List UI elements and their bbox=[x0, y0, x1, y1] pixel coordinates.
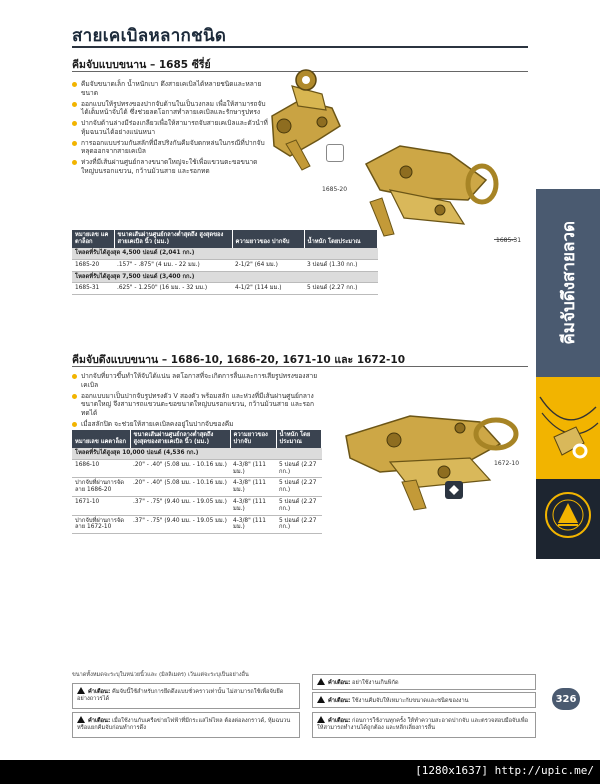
bullet-dot-icon bbox=[72, 160, 77, 165]
section-marker bbox=[326, 144, 344, 162]
table-row: 1685-20 .157" - .875" (4 มม. - 22 มม.) 2-1/2" (64 มม.) 3 ปอนด์ (1.30 กก.) bbox=[72, 259, 378, 271]
page-title: สายเคเบิลหลากชนิด bbox=[72, 26, 227, 46]
table-header: ขนาดเส้นผ่านศูนย์กลางต่ำสุดถึง สูงสุดของสายเคเบิล นิ้ว (มม.) bbox=[130, 430, 230, 448]
bullet-item: ปากจับที่ยาวขึ้นทำให้จับได้แน่น ลดโอกาสที่จะเกิดการลื่นและการเสียรูปทรงของสายเคเบิล bbox=[72, 372, 322, 389]
bullet-item: คีมจับขนาดเล็ก น้ำหนักเบา ดึงสายเคเบิลได้หลายชนิดและหลายขนาด bbox=[72, 80, 268, 97]
table-header: น้ำหนัก โดยประมาณ bbox=[276, 430, 322, 448]
bullet-item: ออกแบบให้รูปทรงของปากจับด้านในเป็นวงกลม เพื่อให้สามารถจับได้เต็มหน้าจับได้ ซึ่งช่วยลดโอกาสทำลายเคเบิลและรักษารูปทรง bbox=[72, 100, 268, 117]
spec-table-1686 bbox=[72, 430, 322, 534]
section2-rule bbox=[72, 366, 528, 367]
warning-box: คำเตือน: คีมจับนี้ใช้สำหรับการยึดดึงแบบชั่วคราวเท่านั้น ไม่สามารถใช้เพื่อจับยึดอย่างถาวรได้ bbox=[72, 683, 300, 709]
side-tab-photo bbox=[536, 377, 600, 479]
bullet-item: ออกแบบมาเป็นปากจับรูปทรงตัว V สองตัว พร้อมสลัก และห่วงที่มีเส้นผ่านศูนย์กลางขนาดใหญ่ จึงสามารถแขวนตะขอขนาดใหญ่บนรอกแขวน, กว้านม้วนสาย และรอกทดได้ bbox=[72, 392, 322, 418]
section1-title: คีมจับแบบขนาน – 1685 ซีรี่ย์ bbox=[72, 59, 211, 71]
table-group-row: โหลดที่รับได้สูงสุด 7,500 ปอนด์ (3,400 กก.) bbox=[72, 271, 378, 283]
klein-tools-logo bbox=[536, 479, 600, 559]
table-header: หมายเลข แคตาล็อก bbox=[72, 430, 130, 448]
klein-logo-icon bbox=[536, 479, 600, 559]
cable-grip-photo bbox=[536, 377, 600, 479]
bullet-dot-icon bbox=[72, 82, 77, 87]
table-row: ปากจับที่ผ่านการจัดลาย 1672-10 .37" - .75" (9.40 มม. - 19.05 มม.) 4-3/8" (111 มม.) 5 ปอนด์ (2.27 กก.) bbox=[72, 515, 322, 534]
title-rule bbox=[72, 46, 528, 48]
section-marker bbox=[445, 481, 463, 499]
bullet-dot-icon bbox=[72, 102, 77, 107]
table-row: 1686-10 .20" - .40" (5.08 มม. - 10.16 มม.) 4-3/8" (111 มม.) 5 ปอนด์ (2.27 กก.) bbox=[72, 459, 322, 478]
warning-triangle-icon bbox=[317, 716, 325, 723]
table-header: น้ำหนัก โดยประมาณ bbox=[304, 230, 378, 248]
section2-bullets bbox=[72, 372, 322, 431]
tool-1672-10-image bbox=[340, 392, 530, 516]
table-header: ความยาวของ ปากจับ bbox=[232, 230, 304, 248]
bullet-item: เมื่อสลักปิด จะช่วยให้สายเคเบิลคงอยู่ในปากจับของคีม bbox=[72, 420, 322, 429]
table-header: หมายเลข แคตาล็อก bbox=[72, 230, 114, 248]
warning-triangle-icon bbox=[317, 696, 325, 703]
warning-triangle-icon bbox=[77, 716, 85, 723]
page-number: 326 bbox=[552, 688, 580, 710]
warning-triangle-icon bbox=[77, 687, 85, 694]
table-header: ขนาดเส้นผ่านศูนย์กลางต่ำสุดถึง สูงสุดของสายเคเบิล นิ้ว (มม.) bbox=[114, 230, 232, 248]
callout-1685-31: 1685-31 bbox=[496, 237, 522, 244]
table-row: 1671-10 .37" - .75" (9.40 มม. - 19.05 มม.) 4-3/8" (111 มม.) 5 ปอนด์ (2.27 กก.) bbox=[72, 496, 322, 515]
warning-box: คำเตือน: ใช้งานคีมจับให้เหมาะกับขนาดและชนิดของงาน bbox=[312, 692, 536, 708]
callout-1685-20: 1685-20 bbox=[322, 186, 348, 193]
section1-bullets bbox=[72, 80, 268, 178]
warning-box: คำเตือน: อย่าใช้งานเกินพิกัด bbox=[312, 674, 536, 690]
diamond-icon bbox=[445, 481, 463, 499]
table-row: 1685-31 .625" - 1.250" (16 มม. - 32 มม.) 4-1/2" (114 มม.) 5 ปอนด์ (2.27 กก.) bbox=[72, 283, 378, 295]
warning-box: คำเตือน: ก่อนการใช้งานทุกครั้ง ให้ทำความสะอาดปากจับ และตรวจสอบมือจับเพื่อให้สามารถทำงานได้ถูกต้อง และหลีกเลี่ยงการลื่น bbox=[312, 712, 536, 738]
bullet-item: การออกแบบร่วมกันสลักที่มีสปริงกันคีมจับตกหล่นในกรณีที่ปากจับหลุดออกจากสายเคเบิล bbox=[72, 139, 268, 156]
table-header: ความยาวของ ปากจับ bbox=[230, 430, 276, 448]
warning-triangle-icon bbox=[317, 678, 325, 685]
table-group-row: โหลดที่รับได้สูงสุด 4,500 ปอนด์ (2,041 กก.) bbox=[72, 248, 378, 259]
bullet-item: ห่วงที่มีเส้นผ่านศูนย์กลางขนาดใหญ่จะใช้เพื่อแขวนตะขอขนาดใหญ่บนรอกแขวน, กว้านม้วนสาย และรอกทด bbox=[72, 158, 268, 175]
table-row: ปากจับที่ผ่านการจัดลาย 1686-20 .20" - .40" (5.08 มม. - 10.16 มม.) 4-3/8" (111 มม.) 5 ปอนด์ (2.27 กก.) bbox=[72, 478, 322, 497]
bullet-dot-icon bbox=[72, 394, 77, 399]
watermark-text: [1280x1637] http://upic.me/ bbox=[415, 764, 594, 777]
bullet-item: ปากจับด้านล่างมีร่องเกลียวเพื่อให้สามารถจับสายเคเบิลและตัวนำที่หุ้มฉนวนได้อย่างแน่นหนา bbox=[72, 119, 268, 136]
table-group-row: โหลดที่รับได้สูงสุด 10,000 ปอนด์ (4,536 กก.) bbox=[72, 448, 322, 459]
bullet-dot-icon bbox=[72, 374, 77, 379]
warning-box: คำเตือน: เมื่อใช้งานกับเครือข่ายไฟฟ้าที่มีกระแสไฟไหล ต้องต่อลงกราวด์, หุ้มฉนวน หรือแยกคีมจับก่อนทำการดึง bbox=[72, 712, 300, 738]
side-tab-label: คีมจับดึงสายลวด bbox=[558, 221, 579, 345]
tool-1685-31-image bbox=[360, 124, 500, 250]
bullet-dot-icon bbox=[72, 422, 77, 427]
callout-1672-10: 1672-10 bbox=[494, 460, 520, 467]
section2-title: คีมจับดึงแบบขนาน – 1686-10, 1686-20, 1671-10 และ 1672-10 bbox=[72, 354, 406, 366]
bullet-dot-icon bbox=[72, 121, 77, 126]
dimension-note: ขนาดทั้งหมดจะระบุในหน่วยนิ้วและ (มิลลิเมตร) เว้นแต่จะระบุเป็นอย่างอื่น bbox=[72, 672, 249, 678]
bullet-dot-icon bbox=[72, 141, 77, 146]
spec-table-1685 bbox=[72, 230, 378, 295]
